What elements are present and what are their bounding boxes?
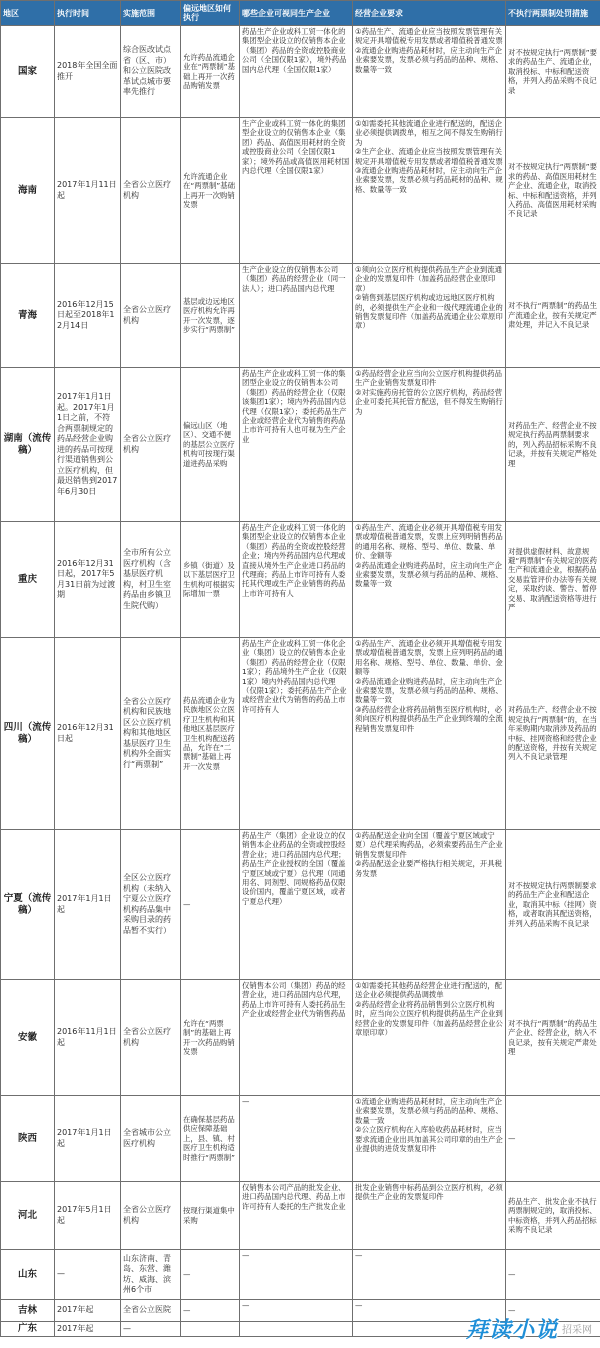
scope-cell: 综合医改试点省（区、市）和公立医院改革试点城市要率先推行 [121,26,181,118]
equivalent-cell: 生产企业设立的仅销售本公司（集团）药品的经营企业（同一法人）；进口药品国内总代理 [240,264,353,368]
scope-cell: 全省公立医疗机构 [121,1182,181,1250]
table-row [1,1096,600,1182]
table-row [1,1182,600,1250]
penalty-cell: 对药品生产、经营企业不按规定执行“两票制”的，在当年采购期内取消涉及药品的中标、挂网资格和经营企业的配送资格，并按有关规定列入不良记录管理 [506,638,600,830]
requirements-cell: ①药品生产、流通企业必须开具增值税专用发票或增值税普通发票，发票上应列明药品的通用名称、规格、型号、单位、数量、单价、金额等 ②药品流通企业购进药品时，应主动向生产企业索要发票，发票必须与药品的品种、规格、数量等一致 ③药品经营企业将药品销售至医疗机构时，必须向医疗机构提供药品生产企业到终端的全流程销售发票复印件 [353,638,506,830]
scope-cell: 全省公立医疗机构 [121,980,181,1096]
requirements-cell: ①药品生产、流通企业应当按照发票管理有关规定开具增值税专用发票或者增值税普通发票 ②流通企业购进药品耗材时，应主动向生产企业索要发票，发票必须与药品的品种、规格、数量等一致 [353,26,506,118]
table-row [1,1250,600,1300]
scope-cell: 全省城市公立医疗机构 [121,1096,181,1182]
equivalent-cell: 药品生产（集团）企业设立的仅销售本企业药品的全资或控股经营企业；进口药品国内总代理；药品生产企业授权的全国（覆盖宁夏区域或宁夏）总代理（同通用名、同剂型、同规格药品仅限设价国内，覆盖宁夏区域，或者宁夏总代理） [240,830,353,980]
time-cell: 2017年1月1日起 [55,1096,121,1182]
header-scope: 实施范围 [121,1,181,26]
time-cell: 2018年全国全面推开 [55,26,121,118]
time-cell: 2017年起 [55,1322,121,1337]
requirements-cell: ①药品生产、流通企业必须开具增值税专用发票或增值税普通发票，发票上应列明销售药品的通用名称、规格、型号、单位、数量、单价、金额等 ②药品流通企业购进药品时，应主动向生产企业索要发票，发票必须与药品的品种、规格、数量等一致 [353,522,506,638]
time-cell: 2017年1月1日起。2017年1月1日之前，不符合两票制规定的药品经营企业购进的药品可按现行渠道销售到公立医疗机构，但最迟销售到2017年6月30日 [55,368,121,522]
header-time: 执行时间 [55,1,121,26]
remote-cell: 药品流通企业为民族地区公立医疗卫生机构和其他地区基层医疗卫生机构配送药品，允许在“二票制”基础上再开一次发票 [181,638,240,830]
scope-cell: 全省公立医院 [121,1300,181,1322]
requirements-cell: ①药品经营企业应当向公立医疗机构提供药品生产企业销售发票复印件 ②对实施药房托管的公立医疗机构，药品经营企业可委托其托管方配送，但不得发生购销行为 [353,368,506,522]
region-cell: 宁夏（流传稿） [1,830,55,980]
penalty-cell: — [506,1300,600,1322]
time-cell: 2016年12月15日起至2018年12月14日 [55,264,121,368]
scope-cell: 全市所有公立医疗机构（含基层医疗机构，村卫生室药品由乡镇卫生院代购） [121,522,181,638]
scope-cell: 全省公立医疗机构 [121,118,181,264]
time-cell: 2016年12月31日起 [55,638,121,830]
equivalent-cell: — [240,1250,353,1300]
region-cell: 国家 [1,26,55,118]
penalty-cell: — [506,1096,600,1182]
header-remote: 偏远地区如何执行 [181,1,240,26]
scope-cell: 全省公立医疗机构和民族地区公立医疗机构和其他地区基层医疗卫生机构外全面实行“两票制” [121,638,181,830]
region-cell: 四川（流传稿） [1,638,55,830]
table-header-row [1,1,600,26]
time-cell: 2017年5月1日起 [55,1182,121,1250]
remote-cell [181,1322,240,1337]
remote-cell: 允许流通企业在“两票制”基础上再开一次购销发票 [181,118,240,264]
penalty-cell: 对不按规定执行“两票制”要求的药品生产、流通企业，取消投标、中标和配送资格，并列入药品采购不良记录 [506,26,600,118]
header-penalty: 不执行两票制处罚措施 [506,1,600,26]
equivalent-cell: 生产企业或科工贸一体化的集团型企业设立的仅销售本企业（集团）药品、高值医用耗材的全资或控股商业公司（全国仅限1家）；境外药品或高值医用耗材国内总代理（全国仅限1家） [240,118,353,264]
penalty-cell: — [506,1250,600,1300]
time-cell: — [55,1250,121,1300]
table-row [1,522,600,638]
region-cell: 青海 [1,264,55,368]
scope-cell: 山东济南、青岛、东营、潍坊、威海、滨州6个市 [121,1250,181,1300]
remote-cell: — [181,1250,240,1300]
remote-cell: 按现行渠道集中采购 [181,1182,240,1250]
requirements-cell: ①流通企业购进药品耗材时，应主动向生产企业索要发票，发票必须与药品的品种、规格、数量一致 ②公立医疗机构在入库验收药品耗材时，应当要求流通企业出具加盖其公司印章的由生产企业提供的进货发票复印件 [353,1096,506,1182]
time-cell: 2017年起 [55,1300,121,1322]
header-equivalent: 哪些企业可视同生产企业 [240,1,353,26]
penalty-cell: 对不执行“两票制”的药品生产流通企业，按有关规定严肃处理，并记入不良记录 [506,264,600,368]
table-row [1,638,600,830]
remote-cell: 基层或边远地区医疗机构允许再开一次发票，逐步实行“两票制” [181,264,240,368]
region-cell: 吉林 [1,1300,55,1322]
requirements-cell: ①如需委托其他药品经营企业进行配送的，配送企业必须提供药品调拨单 ②药品经营企业将药品销售到公立医疗机构时，应当向公立医疗机构提供药品生产企业到经营企业的发票复印件（加盖药品经营企业公章原印章） [353,980,506,1096]
header-requirements: 经营企业要求 [353,1,506,26]
time-cell: 2016年11月1日起 [55,980,121,1096]
region-cell: 湖南（流传稿） [1,368,55,522]
remote-cell: 允许在“两票制”的基础上再开一次药品购销发票 [181,980,240,1096]
penalty-cell: 对药品生产、经营企业不按规定执行药品两票制要求的，列入药品招标采购不良记录，并按有关规定严格处理 [506,368,600,522]
scope-cell: 全省公立医疗机构 [121,264,181,368]
table-row [1,830,600,980]
requirements-cell: 批发企业销售中标药品到公立医疗机构，必须提供生产企业的发票复印件 [353,1182,506,1250]
header-region: 地区 [1,1,55,26]
remote-cell: 乡镇（街道）及以下基层医疗卫生机构可根据实际增加一票 [181,522,240,638]
table-row [1,264,600,368]
time-cell: 2016年12月31日起，2017年5月31日前为过渡期 [55,522,121,638]
equivalent-cell: 药品生产企业或科工贸一体化的集团型企业设立的仅销售本企业（集团）药品的全资或控股商业公司（全国仅限1家），境外药品国内总代理（全国仅限1家） [240,26,353,118]
requirements-cell: — [353,1250,506,1300]
penalty-cell: 对不按规定执行两票制要求的药品生产企业和配送企业，取消其中标（挂网）资格，或者取消其配送资格，并列入药品采购不良记录 [506,830,600,980]
time-cell: 2017年1月11日起 [55,118,121,264]
table-row [1,26,600,118]
penalty-cell: 对不按规定执行“两票制”要求的药品、高值医用耗材生产企业、流通企业，取消投标、中标和配送资格，并列入药品、高值医用耗材采购不良记录 [506,118,600,264]
watermark-logo: 拜读小说 [465,1318,558,1343]
scope-cell: — [121,1322,181,1337]
equivalent-cell: 仅销售本公司产品的批发企业、进口药品国内总代理、药品上市许可持有人委托的生产批发企业 [240,1182,353,1250]
region-cell: 广东 [1,1322,55,1337]
table-row [1,118,600,264]
time-cell: 2017年1月1日起 [55,830,121,980]
region-cell: 河北 [1,1182,55,1250]
remote-cell: 偏远山区（地区）、交通不便的基层公立医疗机构可按现行渠道进药品采购 [181,368,240,522]
penalty-cell: 对提供虚假材料、故意规避“两票制”有关规定的医药生产和流通企业，根据药品交易监管评价办法等有关规定，采取约谈、警告、暂停交易、取消配送资格等进行严 [506,522,600,638]
equivalent-cell [240,1322,353,1337]
scope-cell: 全区公立医疗机构（未纳入宁夏公立医疗机构药品集中采购目录的药品暂不实行） [121,830,181,980]
requirements-cell: ①如需委托其他流通企业进行配送的，配送企业必须提供调拨单，相互之间不得发生购销行为 ②生产企业、流通企业应当按照发票管理有关规定开具增值税专用发票或者增值税普通发票 ③流通企业购进药品耗材时，应主动向生产企业索要发票，发票必须与药品耗材的品种、规格、数量等一致 [353,118,506,264]
table-row [1,368,600,522]
region-cell: 安徽 [1,980,55,1096]
requirements-cell: — [353,1300,506,1322]
requirements-cell: ①药品配送企业向全国（覆盖宁夏区域或宁夏）总代理采购药品，必须索要药品生产企业销售发票复印件 ②药品配送企业要严格执行相关规定，开具税务发票 [353,830,506,980]
penalty-cell: 对不执行“两票制”的药品生产企业、经营企业，纳入不良记录，按有关规定严肃处理 [506,980,600,1096]
site-watermark [466,1313,592,1344]
remote-cell: 允许药品流通企业在“两票制”基础上再开一次药品购销发票 [181,26,240,118]
equivalent-cell: — [240,1300,353,1322]
remote-cell: — [181,830,240,980]
watermark-sub: 招采网 [562,1325,592,1336]
equivalent-cell: 仅销售本公司（集团）药品的经营企业，进口药品国内总代理，药品上市许可持有人委托药品生产企业或经营企业代为销售药品 [240,980,353,1096]
equivalent-cell: 药品生产企业或科工贸一体化企业（集团）设立的仅销售本企业（集团）药品的经营企业（仅限1家）；药品境外生产企业（仅限1家）境内外药品国内总代理（仅限1家）；委托药品生产企业或经营企业代为销售的药品上市许可持有人 [240,638,353,830]
region-cell: 海南 [1,118,55,264]
scope-cell: 全省公立医疗机构 [121,368,181,522]
equivalent-cell: 药品生产企业或科工贸一体的集团型企业设立的仅销售本公司（集团）药品的经营企业（仅限该集团1家）；境内外药品国内总代理（仅限1家）；委托药品生产企业或经营企业代为销售的药品上市许可持有人也可视为生产企业 [240,368,353,522]
remote-cell: — [181,1300,240,1322]
equivalent-cell: — [240,1096,353,1182]
equivalent-cell: 药品生产企业或科工贸一体化的集团型企业设立的仅销售本企业（集团）药品的全资或控股经营企业；境内外药品国内总代理或直接从境外生产企业进口药品的代理商；药品上市许可持有人委托其代理或生产企业销售的药品上市许可持有人 [240,522,353,638]
table-row [1,980,600,1096]
requirements-cell: ①须向公立医疗机构提供药品生产企业到流通企业的发票复印件（加盖药品经营企业原印章） ②销售到基层医疗机构或边远地区医疗机构的，必须提供生产企业和一级代理流通企业的销售发票复印件（加盖药品流通企业公章原印章） [353,264,506,368]
region-cell: 山东 [1,1250,55,1300]
region-cell: 陕西 [1,1096,55,1182]
region-cell: 重庆 [1,522,55,638]
penalty-cell: 药品生产、批发企业不执行两票制规定的，取消投标、中标资格，并列入药品招标采购不良记录 [506,1182,600,1250]
remote-cell: 在确保基层药品供应保障基础上，县、镇、村医疗卫生机构适时推行“两票制” [181,1096,240,1182]
